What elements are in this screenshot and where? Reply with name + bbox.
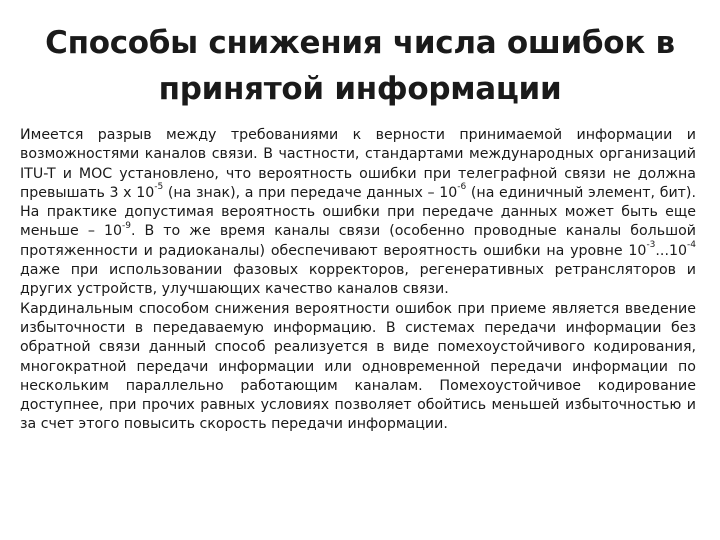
exponent-2: -6 [457,182,467,193]
paragraph-2: Кардинальным способом снижения вероятности ошибок при приеме является введение избыточности в передаваемую информацию. В системах передачи информации без обратной связи данный способ реализуется в виде помехоустойчивого кодирования, многократной передачи информации или одновременной передачи информации по нескольким параллельно работающим каналам. Помехоустойчивое кодирование доступнее, при прочих равных условиях позволяет обойтись меньшей избыточностью и за счет этого повысить скорость передачи информации. [20,300,696,433]
exponent-3: -9 [122,220,131,231]
paragraph-1-text-5: ...10 [655,242,688,259]
exponent-1: -5 [154,182,164,193]
paragraph-1-text-2: (на знак), а при передаче данных – 10 [163,184,458,201]
exponent-5: -4 [687,240,696,251]
slide-title: Способы снижения числа ошибок в принятой информации [45,25,675,107]
paragraph-1-text-4: . В то же время каналы связи (особенно проводные каналы большой протяженности и радиоканалы) обеспечивают вероятность ошибки на уровне 10 [20,223,696,259]
paragraph-1-text-3: (на единичный элемент, бит). На практике допустимая вероятность ошибки при передаче данных может быть еще меньше – 10 [20,184,696,240]
exponent-4: -3 [646,240,656,251]
paragraph-1 [20,126,696,300]
slide-body [20,126,696,435]
paragraph-1-text-1: Имеется разрыв между требованиями к верности принимаемой информации и возможностями каналов связи. В частности, стандартами международных организаций ITU-T и МОС установлено, что вероятность ошибки при телеграфной связи не должна превышать 3 х 10 [20,127,696,201]
paragraph-1-text-6: даже при использовании фазовых корректоров, регенеративных ретрансляторов и других устройств, улучшающих качество каналов связи. [20,262,696,298]
